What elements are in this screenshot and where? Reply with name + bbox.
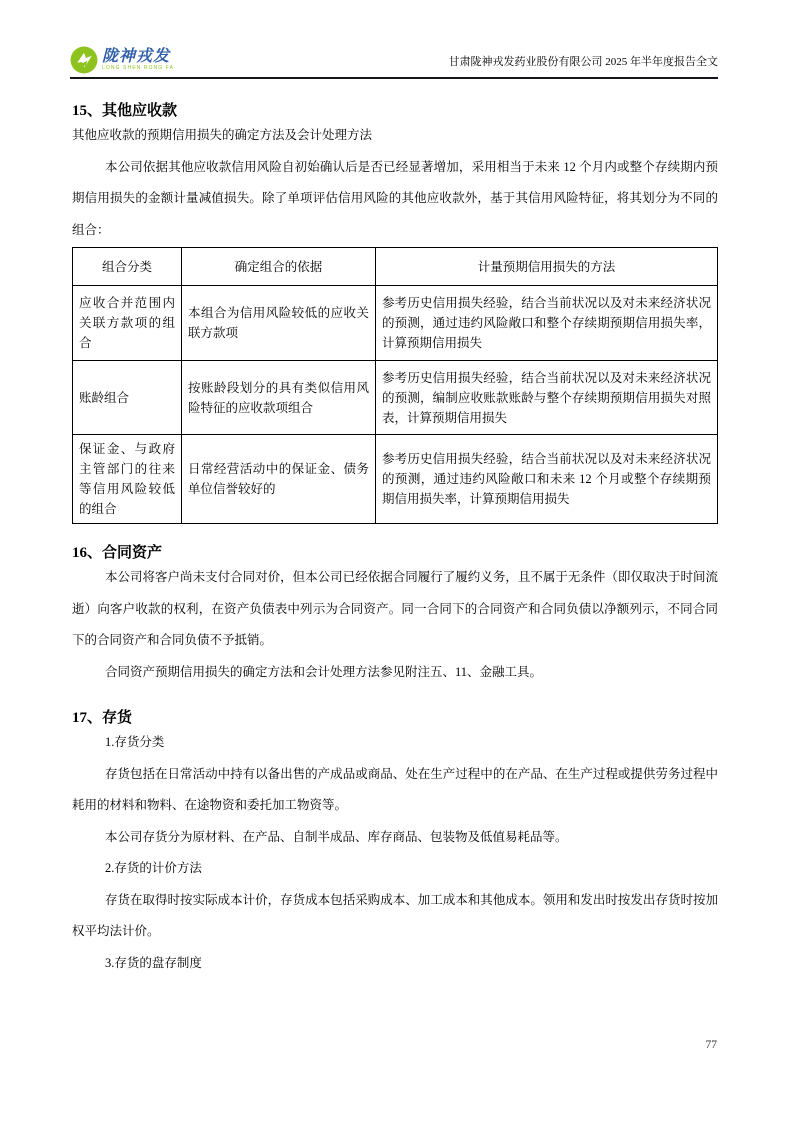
- section-15-paragraph-1: 其他应收款的预期信用损失的确定方法及会计处理方法: [72, 128, 373, 142]
- table-row: [73, 286, 718, 361]
- table-cell: 按账龄段划分的具有类似信用风险特征的应收款项组合: [182, 361, 376, 435]
- col-header-portfolio-basis: 确定组合的依据: [182, 248, 376, 286]
- col-header-portfolio-class: 组合分类: [73, 248, 182, 286]
- section-17-paragraph-2: 本公司存货分为原材料、在产品、自制半成品、库存商品、包装物及低值易耗品等。: [105, 829, 568, 844]
- report-title: 甘肃陇神戎发药业股份有限公司 2025 年半年度报告全文: [448, 56, 718, 68]
- section-16-paragraph-1: 本公司将客户尚未支付合同对价，但本公司已经依据合同履行了履约义务，且不属于无条件（即仅取决于时间流逝）向客户收款的权利，在资产负债表中列示为合同资产。同一合同下的合同资产和合同负债以净额列示，不同合同下的合同资产和合同负债不予抵销。: [72, 570, 718, 647]
- section-16-paragraph-2: 合同资产预期信用损失的确定方法和会计处理方法参见附注五、11、金融工具。: [105, 664, 543, 679]
- section-16-heading: 16、合同资产: [72, 545, 163, 561]
- table-cell: 参考历史信用损失经验，结合当前状况以及对未来经济状况的预测，通过违约风险敞口和未来 12 个月或整个存续期预期信用损失率，计算预期信用损失: [376, 435, 718, 524]
- page-header: [70, 0, 718, 79]
- table-row: [73, 435, 718, 524]
- section-17-item-3: 3.存货的盘存制度: [105, 955, 202, 970]
- company-logo-text: [102, 46, 174, 72]
- section-17-heading: 17、存货: [72, 710, 133, 726]
- table-row: [73, 361, 718, 435]
- section-15-paragraph-2: 本公司依据其他应收款信用风险自初始确认后是否已经显著增加，采用相当于未来 12 个月内或整个存续期内预期信用损失的金额计量减值损失。除了单项评估信用风险的其他应收款外，基于其信用风险特征，将其划分为不同的组合：: [72, 159, 718, 237]
- table-cell: 应收合并范围内关联方款项的组合: [73, 286, 182, 361]
- credit-loss-portfolio-table: [72, 247, 718, 524]
- company-logo-icon: [70, 46, 98, 74]
- table-cell: 账龄组合: [73, 361, 182, 435]
- logo-name-zh: 陇神戎发: [102, 48, 171, 65]
- col-header-measurement-method: 计量预期信用损失的方法: [376, 248, 718, 286]
- page-content: [72, 103, 718, 979]
- table-header-row: [73, 248, 718, 286]
- table-cell: 参考历史信用损失经验，结合当前状况以及对未来经济状况的预测，编制应收账款账龄与整个存续期预期信用损失对照表，计算预期信用损失: [376, 361, 718, 435]
- section-15-heading: 15、其他应收款: [72, 103, 178, 119]
- section-17-item-2: 2.存货的计价方法: [105, 861, 202, 875]
- table-cell: 参考历史信用损失经验，结合当前状况以及对未来经济状况的预测，通过违约风险敞口和整个存续期预期信用损失率，计算预期信用损失: [376, 286, 718, 361]
- table-cell: 本组合为信用风险较低的应收关联方款项: [182, 286, 376, 361]
- logo-name-en: LONG SHEN RONG FA: [102, 65, 175, 71]
- section-17-item-1: 1.存货分类: [105, 735, 165, 749]
- section-17-paragraph-1: 存货包括在日常活动中持有以备出售的产成品或商品、处在生产过程中的在产品、在生产过程或提供劳务过程中耗用的材料和物料、在途物资和委托加工物资等。: [72, 766, 718, 812]
- company-logo: [70, 46, 174, 74]
- table-cell: 保证金、与政府主管部门的往来等信用风险较低的组合: [73, 435, 182, 524]
- page-number: 77: [705, 1039, 717, 1051]
- section-17-paragraph-3: 存货在取得时按实际成本计价，存货成本包括采购成本、加工成本和其他成本。领用和发出时按发出存货时按加权平均法计价。: [72, 892, 718, 938]
- table-cell: 日常经营活动中的保证金、债务单位信誉较好的: [182, 435, 376, 524]
